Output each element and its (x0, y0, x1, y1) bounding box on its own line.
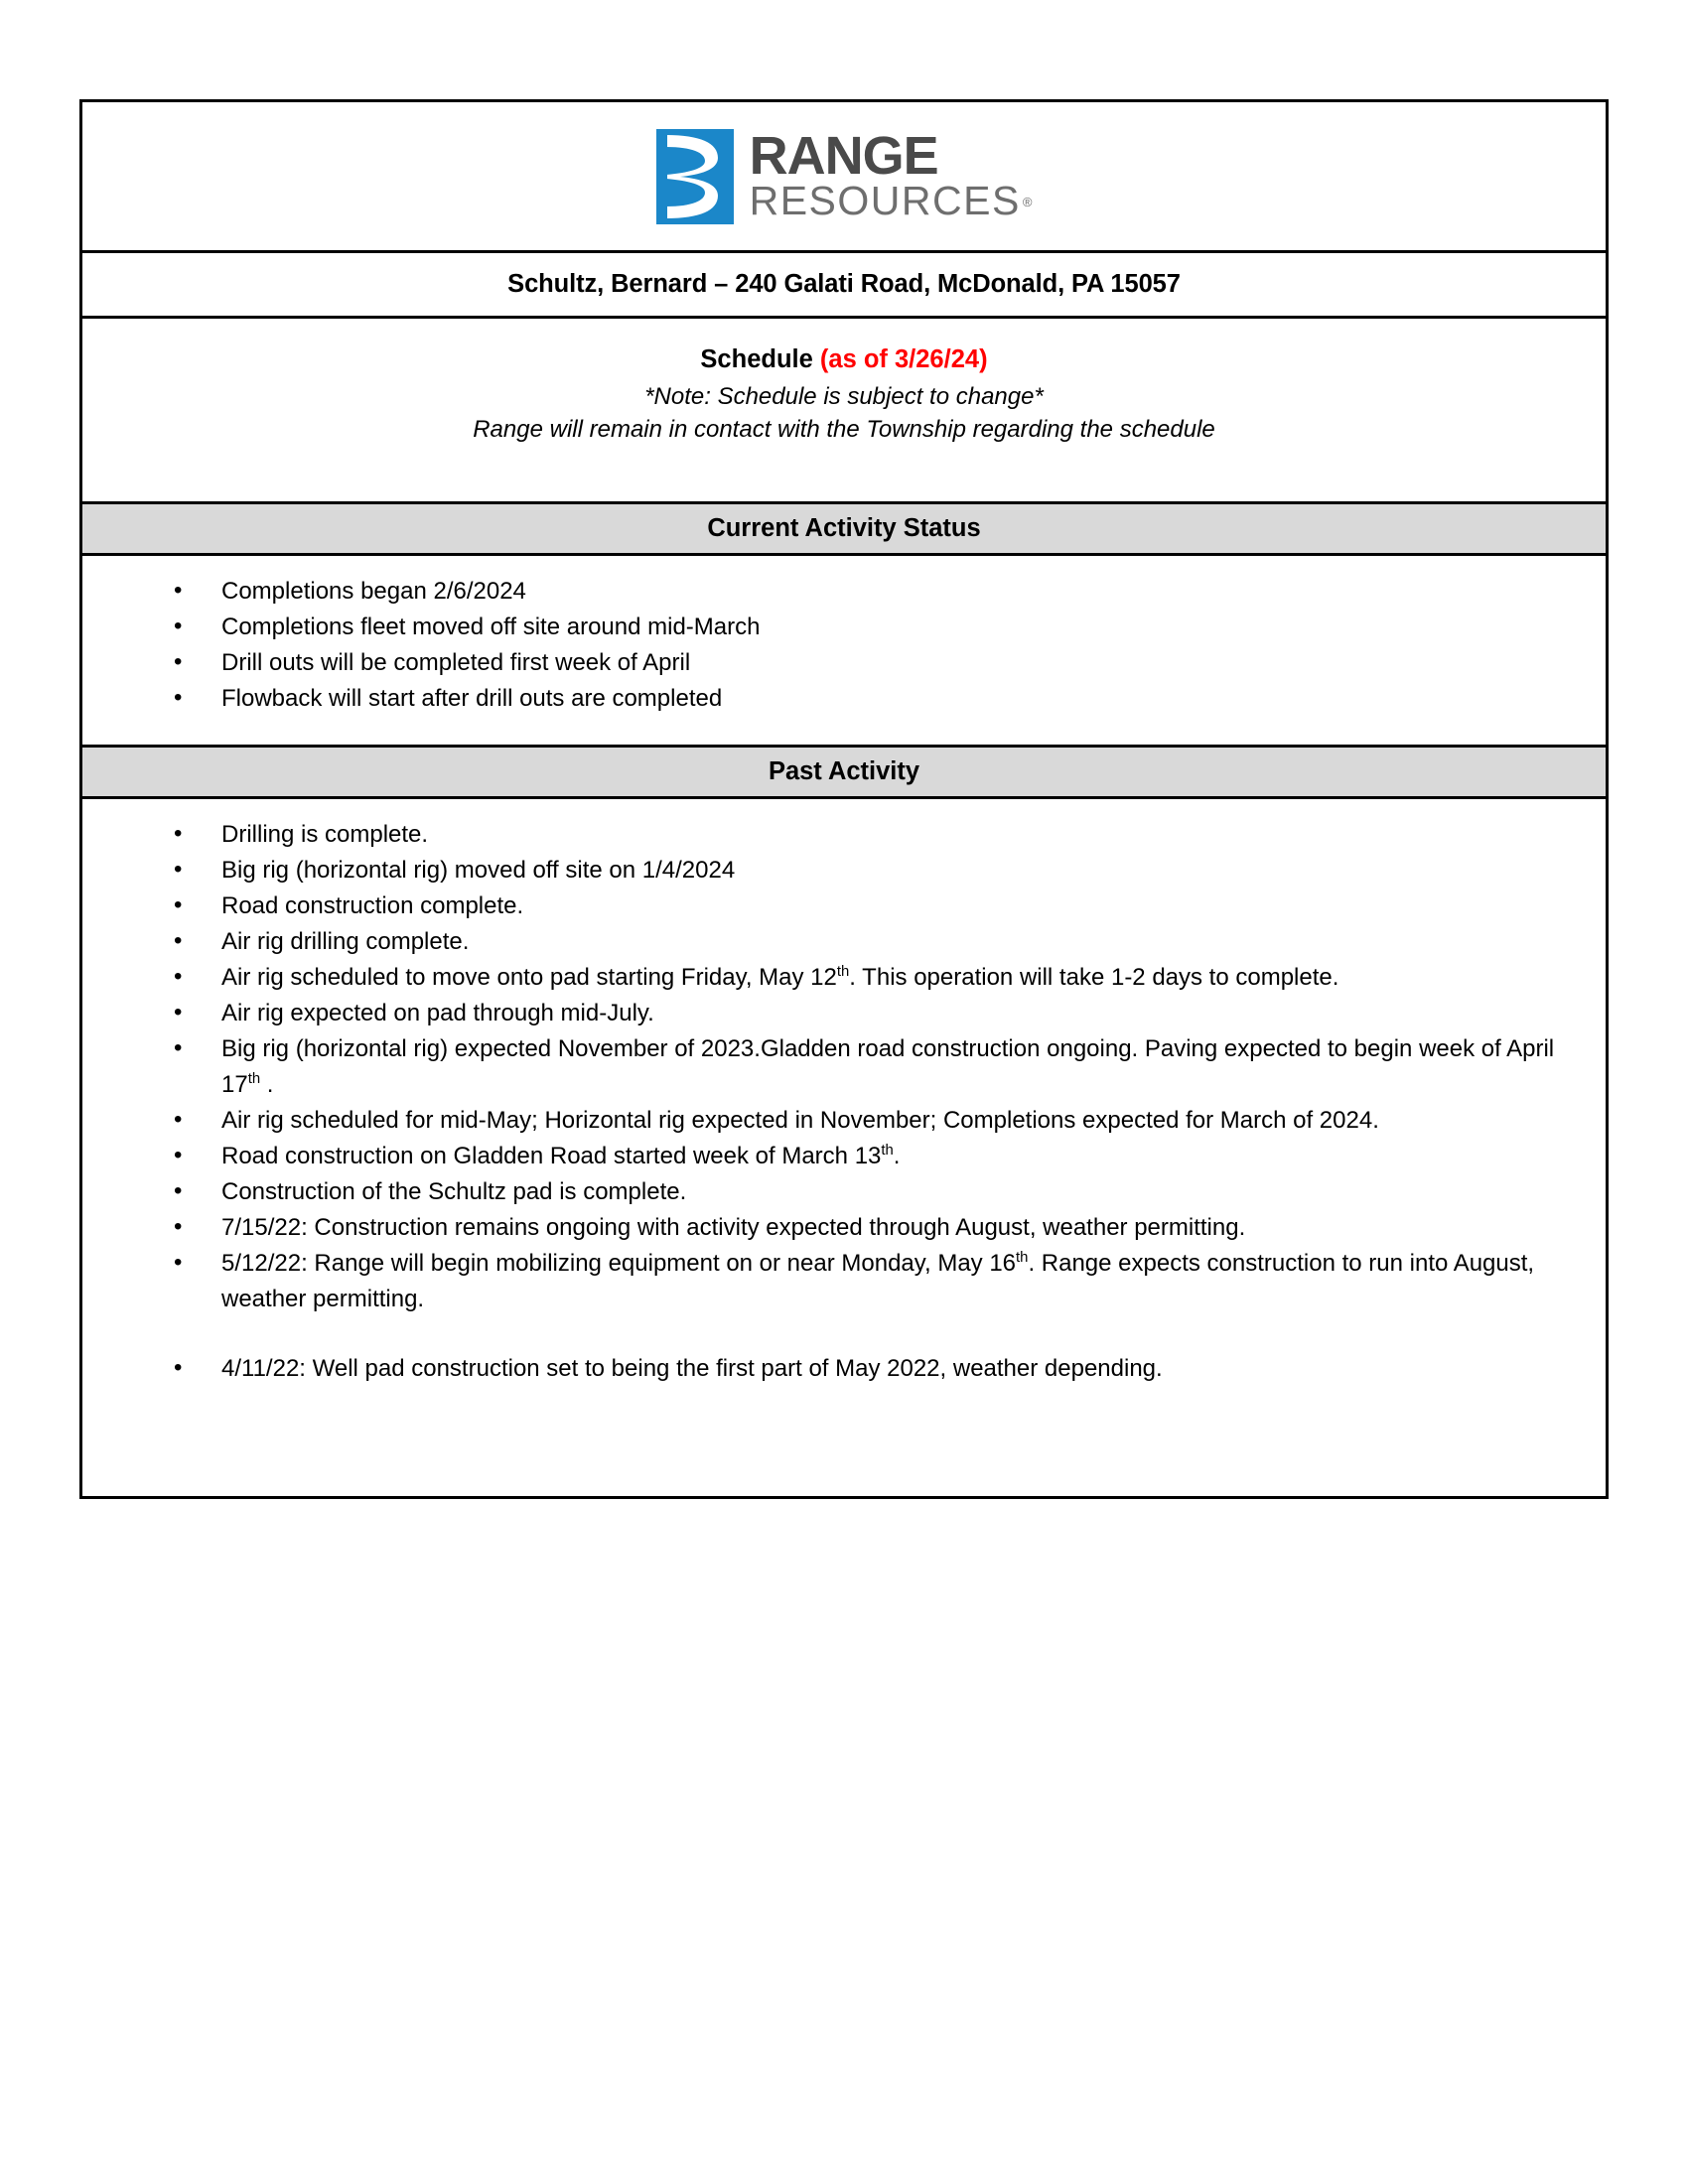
schedule-heading: Schedule (700, 345, 813, 373)
current-activity-item: • Completions fleet moved off site around mid-March (112, 610, 1576, 645)
logo-row (82, 102, 1606, 253)
schedule-contact-note: Range will remain in contact with the Township regarding the schedule (473, 416, 1215, 443)
logo-primary-text: RANGE (749, 125, 938, 186)
past-activity-item: • Big rig (horizontal rig) moved off site on 1/4/2024 (112, 853, 1576, 888)
past-activity-header-label: Past Activity (768, 757, 920, 785)
logo-wordmark (749, 125, 1033, 224)
schedule-row (82, 319, 1606, 504)
current-activity-item: • Flowback will start after drill outs are completed (112, 681, 1576, 717)
past-activity-header-row (82, 748, 1606, 799)
past-activity-item: • 4/11/22: Well pad construction set to being the first part of May 2022, weather depending. (112, 1351, 1576, 1387)
address-row (82, 253, 1606, 319)
past-activity-item: • Air rig drilling complete. (112, 924, 1576, 960)
past-activity-item: • Road construction complete. (112, 888, 1576, 924)
past-activity-item: • Drilling is complete. (112, 817, 1576, 853)
current-activity-body-row (82, 556, 1606, 748)
current-activity-item: • Completions began 2/6/2024 (112, 574, 1576, 610)
schedule-heading-line (82, 342, 1606, 376)
past-activity-body-row (82, 799, 1606, 1496)
property-address: Schultz, Bernard – 240 Galati Road, McDonald, PA 15057 (507, 270, 1181, 298)
past-activity-item: • 7/15/22: Construction remains ongoing with activity expected through August, weather permitting. (112, 1210, 1576, 1246)
past-activity-item: • Air rig scheduled for mid-May; Horizontal rig expected in November; Completions expected for March of 2024. (112, 1103, 1576, 1139)
past-activity-item: • Air rig expected on pad through mid-July. (112, 996, 1576, 1031)
ordinal-suffix: th (836, 964, 850, 980)
past-activity-list (112, 817, 1576, 1387)
ordinal-suffix: th (247, 1071, 261, 1087)
past-activity-item: • Construction of the Schultz pad is complete. (112, 1174, 1576, 1210)
current-activity-header-label: Current Activity Status (707, 514, 981, 542)
current-activity-item: • Drill outs will be completed first week of April (112, 645, 1576, 681)
registered-trademark-icon: ® (1022, 194, 1033, 209)
range-r-mark-icon (656, 129, 734, 224)
logo-secondary-text: RESOURCES (749, 177, 1021, 223)
schedule-note: *Note: Schedule is subject to change* (644, 383, 1044, 410)
current-activity-header-row (82, 504, 1606, 556)
schedule-document-table (79, 99, 1609, 1499)
current-activity-list (112, 574, 1576, 717)
past-activity-item: • Air rig scheduled to move onto pad starting Friday, May 12th. This operation will take 1-2 days to complete. (112, 960, 1576, 996)
range-resources-logo (656, 125, 1033, 224)
ordinal-suffix: th (881, 1143, 894, 1159)
past-activity-item: • Big rig (horizontal rig) expected November of 2023.Gladden road construction ongoing. Paving expected to begin week of April 17th . (112, 1031, 1576, 1103)
ordinal-suffix: th (1016, 1250, 1029, 1266)
past-activity-item: • Road construction on Gladden Road started week of March 13th. (112, 1139, 1576, 1174)
schedule-as-of-date: (as of 3/26/24) (819, 345, 988, 373)
past-activity-item: • 5/12/22: Range will begin mobilizing equipment on or near Monday, May 16th. Range expects construction to run into August, weather permitting. (112, 1246, 1576, 1317)
